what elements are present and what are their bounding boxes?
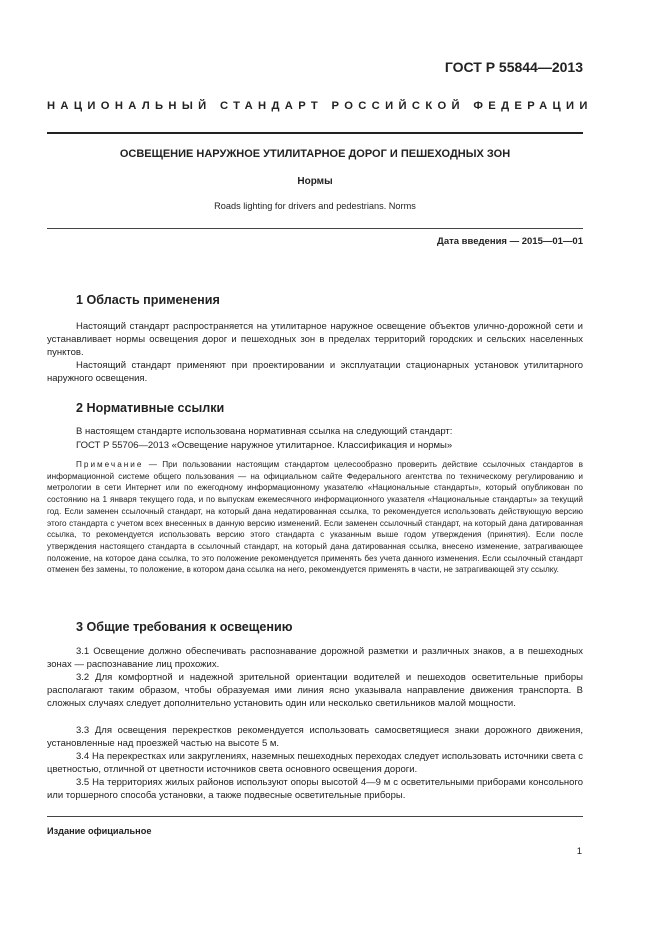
document-title: ОСВЕЩЕНИЕ НАРУЖНОЕ УТИЛИТАРНОЕ ДОРОГ И ПЕШЕХОДНЫХ ЗОН (119, 148, 511, 160)
paragraph: 3.3 Для освещения перекрестков рекомендуется использовать самосветящиеся знаки дорожного движения, установленные над проезжей частью на высоте 5 м. (47, 725, 583, 750)
section-heading: 2 Нормативные ссылки (76, 401, 225, 415)
paragraph: 3.1 Освещение должно обеспечивать распознавание дорожной разметки и различных знаков, а в пешеходных зонах — распознавание лиц прохожих. (47, 646, 583, 671)
paragraph: В настоящем стандарте использована нормативная ссылка на следующий стандарт: (76, 426, 453, 437)
paragraph: 3.5 На территориях жилых районов используют опоры высотой 4—9 м с осветительными приборами консольного или торшерного способа установки, а также подвесные осветительные приборы. (47, 777, 583, 802)
reference-item: ГОСТ Р 55706—2013 «Освещение наружное утилитарное. Классификация и нормы» (76, 440, 453, 451)
note-text: — При пользовании настоящим стандартом целесообразно проверить действие ссылочных стандартов в информационной системе общего пользования — на официальном сайте Федерального агентства по техническому регулированию и метрологии в сети Интернет или по ежегодному информационному указателю «Национальные стандарты», который опубликован по состоянию на 1 января текущего года, и по выпускам ежемесячного информационного указателя «Национальные стандарты» за текущий год. Если заменен ссылочный стандарт, на который дана недатированная ссылка, то рекомендуется использовать действующую версию этого стандарта с учетом всех внесенных в данную версию изменений. Если заменен ссылочный стандарт, на который дана датированная ссылка, то рекомендуется использовать версию этого стандарта с указанным выше годом утверждения (принятия). Если после утверждения настоящего стандарта в ссылочный стандарт, на который дана датированная ссылка, внесено изменение, затрагивающее положение, на которое дана ссылка, то это положение рекомендуется применять без учета данного изменения. Если ссылочный стандарт отменен без замены, то положение, в котором дана ссылка на него, рекомендуется применять в части, не затрагивающей эту ссылку. (47, 460, 583, 575)
note (47, 459, 583, 576)
national-standard-heading: НАЦИОНАЛЬНЫЙ СТАНДАРТ РОССИЙСКОЙ ФЕДЕРАЦИИ (47, 100, 593, 112)
title-rule (47, 228, 583, 229)
english-title: Roads lighting for drivers and pedestrians. Norms (214, 201, 416, 211)
top-rule (47, 132, 583, 134)
page-number: 1 (576, 846, 582, 857)
note-label: Примечание (76, 460, 144, 469)
section-heading: 1 Область применения (76, 293, 220, 307)
section-heading: 3 Общие требования к освещению (76, 620, 293, 634)
intro-date: Дата введения — 2015—01—01 (437, 236, 583, 247)
footer-rule (47, 816, 583, 817)
edition-label: Издание официальное (47, 826, 152, 836)
paragraph: 3.2 Для комфортной и надежной зрительной ориентации водителей и пешеходов осветительные приборы располагают таким образом, чтобы образуемая ими линия ясно указывала направление движения транспорта. В сложных случаях следует дополнительно установить один или несколько светильников малой мощности. (47, 672, 583, 710)
paragraph: Настоящий стандарт применяют при проектировании и эксплуатации стационарных установок утилитарного наружного освещения. (47, 360, 583, 385)
doc-number: ГОСТ Р 55844—2013 (444, 59, 583, 75)
paragraph: Настоящий стандарт распространяется на утилитарное наружное освещение объектов улично-дорожной сети и устанавливает нормы освещения дорог и пешеходных зон в пределах территорий городских и сельских населенных пунктов. (47, 321, 583, 359)
document-subtitle: Нормы (297, 176, 333, 187)
paragraph: 3.4 На перекрестках или закруглениях, наземных пешеходных переходах следует использовать источники света с цветностью, отличной от цветности источников света основного освещения дороги. (47, 751, 583, 776)
